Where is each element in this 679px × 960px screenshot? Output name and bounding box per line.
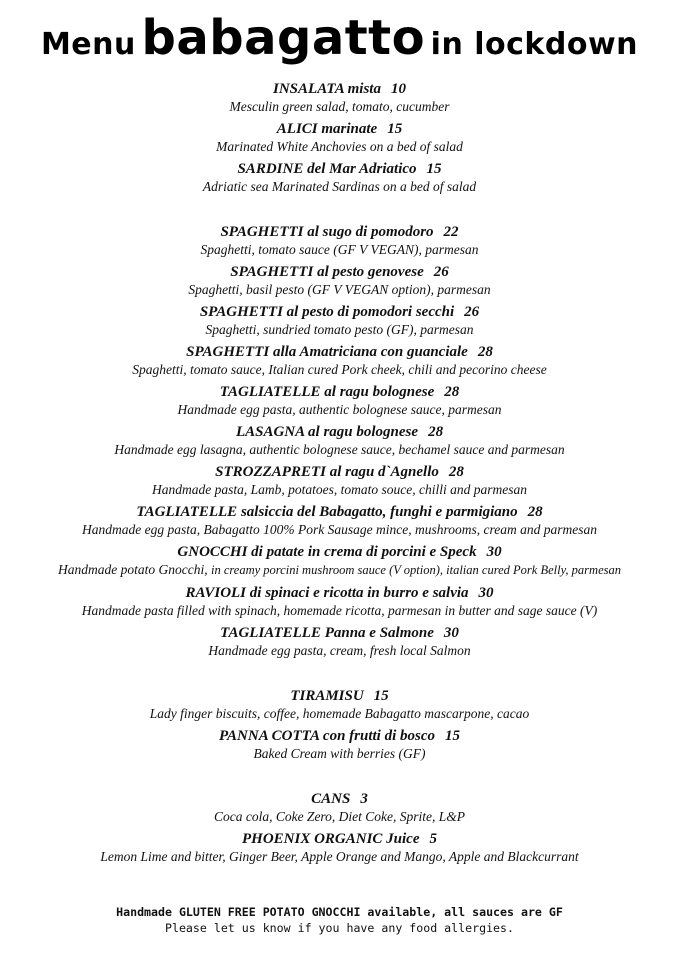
item-price: 30 — [478, 585, 494, 601]
item-name-line — [0, 463, 679, 481]
menu-item — [0, 120, 679, 155]
item-price: 30 — [486, 544, 502, 560]
item-name-line — [0, 160, 679, 178]
item-name-line — [0, 383, 679, 401]
item-name-line — [0, 120, 679, 138]
item-description: Handmade egg pasta, authentic bolognese sauce, parmesan — [177, 402, 502, 417]
item-description: Mesculin green salad, tomato, cucumber — [229, 99, 450, 114]
drinks-section — [0, 790, 679, 865]
menu-item — [0, 727, 679, 762]
menu-item — [0, 624, 679, 659]
item-price: 28 — [448, 464, 464, 480]
item-price: 15 — [373, 688, 389, 704]
item-price: 15 — [445, 728, 460, 744]
title-menu-word: Menu — [40, 27, 136, 62]
item-name: SPAGHETTI al pesto di pomodori secchi — [199, 304, 455, 320]
menu-item — [0, 687, 679, 722]
item-price: 15 — [387, 121, 403, 137]
item-name-line — [0, 263, 679, 281]
menu-item — [0, 584, 679, 619]
item-description-start: Handmade potato Gnocchi, — [58, 562, 208, 577]
menu-item — [0, 263, 679, 298]
item-name: TAGLIATELLE al ragu bolognese — [219, 384, 435, 400]
starters-section — [0, 80, 679, 195]
item-name-line — [0, 687, 679, 705]
menu-item — [0, 223, 679, 258]
item-name-line — [0, 543, 679, 561]
item-name-line — [0, 624, 679, 642]
menu-list — [0, 80, 679, 865]
item-name: TAGLIATELLE Panna e Salmone — [220, 625, 434, 641]
mains-section — [0, 223, 679, 659]
item-name: TAGLIATELLE salsiccia del Babagatto, funghi e parmigiano — [136, 504, 518, 520]
menu-item — [0, 160, 679, 195]
item-price: 15 — [426, 161, 442, 177]
item-description: Handmade pasta, Lamb, potatoes, tomato souce, chilli and parmesan — [152, 482, 527, 497]
item-name-line — [0, 80, 679, 98]
item-name: STROZZAPRETI al ragu d`Agnello — [215, 464, 439, 480]
item-price: 22 — [443, 224, 459, 240]
item-price: 28 — [477, 344, 493, 360]
item-price: 3 — [360, 791, 368, 807]
menu-item — [0, 80, 679, 115]
item-name: ALICI marinate — [276, 121, 378, 137]
item-name-line — [0, 727, 679, 745]
item-name-line — [0, 343, 679, 361]
item-description: Adriatic sea Marinated Sardinas on a bed of salad — [202, 179, 477, 194]
menu-item — [0, 423, 679, 458]
item-name: CANS — [311, 791, 351, 807]
item-price: 28 — [428, 424, 444, 440]
item-name: PHOENIX ORGANIC Juice — [241, 831, 420, 847]
item-name: SPAGHETTI alla Amatriciana con guanciale — [186, 344, 468, 360]
menu-item — [0, 463, 679, 498]
item-description: Handmade egg lasagna, authentic bolognese sauce, bechamel sauce and parmesan — [114, 442, 565, 457]
item-description: Spaghetti, tomato sauce, Italian cured Pork cheek, chili and pecorino cheese — [132, 362, 547, 377]
item-name-line — [0, 790, 679, 808]
item-description: Lemon Lime and bitter, Ginger Beer, Apple Orange and Mango, Apple and Blackcurrant — [100, 849, 579, 864]
menu-footer — [0, 904, 679, 936]
menu-item — [0, 383, 679, 418]
menu-item — [0, 503, 679, 538]
item-name-line — [0, 503, 679, 521]
item-price: 26 — [464, 304, 480, 320]
item-price: 5 — [429, 831, 438, 847]
item-name: PANNA COTTA con frutti di bosco — [219, 728, 435, 744]
desserts-section — [0, 687, 679, 762]
item-name: SPAGHETTI al pesto genovese — [230, 264, 424, 280]
item-description: Spaghetti, sundried tomato pesto (GF), parmesan — [205, 322, 474, 337]
item-name: RAVIOLI di spinaci e ricotta in burro e salvia — [185, 585, 469, 601]
item-name: SPAGHETTI al sugo di pomodoro — [220, 224, 434, 240]
item-description: Marinated White Anchovies on a bed of salad — [216, 139, 463, 154]
item-name: TIRAMISU — [290, 688, 364, 704]
item-description: Baked Cream with berries (GF) — [253, 746, 426, 761]
item-price: 26 — [433, 264, 449, 280]
item-description: Lady finger biscuits, coffee, homemade Babagatto mascarpone, cacao — [149, 706, 530, 721]
item-name-line — [0, 303, 679, 321]
item-description: Handmade egg pasta, Babagatto 100% Pork Sausage mince, mushrooms, cream and parmesan — [82, 522, 597, 537]
menu-item — [0, 790, 679, 825]
item-name: LASAGNA al ragu bolognese — [235, 424, 419, 440]
item-description: Handmade egg pasta, cream, fresh local Salmon — [208, 643, 471, 658]
menu-item — [0, 343, 679, 378]
item-name-line — [0, 830, 679, 848]
item-name-line — [0, 223, 679, 241]
item-description: Handmade pasta filled with spinach, homemade ricotta, parmesan in butter and sage sauce (V) — [81, 603, 598, 618]
title-brand-name: babagatto — [141, 10, 426, 66]
item-price: 10 — [390, 81, 406, 97]
item-description: Spaghetti, tomato sauce (GF V VEGAN), parmesan — [200, 242, 479, 257]
menu-item — [0, 543, 679, 579]
item-name-line — [0, 584, 679, 602]
item-name: INSALATA mista — [273, 81, 381, 97]
gluten-free-note: Handmade GLUTEN FREE POTATO GNOCCHI available, all sauces are GF — [116, 905, 563, 919]
menu-item — [0, 830, 679, 865]
item-name: GNOCCHI di patate in crema di porcini e Speck — [177, 544, 477, 560]
item-price: 28 — [527, 504, 543, 520]
item-name: SARDINE del Mar Adriatico — [237, 161, 417, 177]
item-price: 28 — [444, 384, 460, 400]
menu-title — [0, 10, 679, 66]
item-description: Coca cola, Coke Zero, Diet Coke, Sprite, L&P — [213, 809, 466, 824]
item-name-line — [0, 423, 679, 441]
allergy-note: Please let us know if you have any food allergies. — [164, 921, 514, 935]
title-lockdown-words: in lockdown — [430, 27, 639, 62]
item-description-rest: in creamy porcini mushroom sauce (V option), italian cured Pork Belly, parmesan — [210, 563, 621, 577]
menu-item — [0, 303, 679, 338]
item-description: Spaghetti, basil pesto (GF V VEGAN option), parmesan — [188, 282, 491, 297]
item-price: 30 — [443, 625, 459, 641]
item-description — [0, 561, 679, 579]
